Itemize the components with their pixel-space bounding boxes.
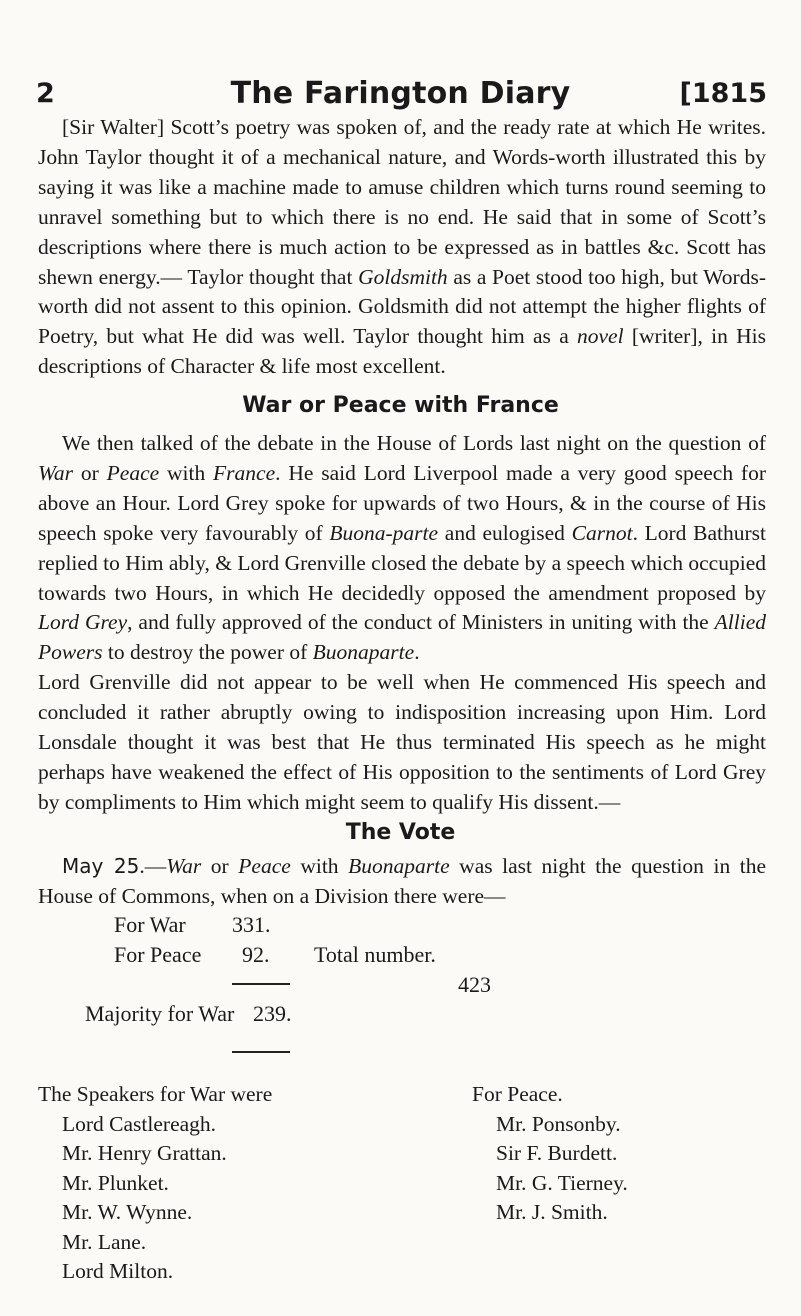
list-item: Mr. Henry Grattan. — [62, 1141, 227, 1165]
vote-total-label: Total number. — [314, 942, 436, 967]
majority-rule — [232, 1051, 290, 1053]
list-item: Mr. Ponsonby. — [496, 1111, 621, 1136]
vote-for-war-label: For War — [114, 912, 186, 937]
year-mark: [1815 — [679, 78, 767, 109]
list-item: Mr. J. Smith. — [496, 1200, 608, 1224]
list-item: Lord Milton. — [62, 1259, 174, 1283]
list-item: Lord Castlereagh. — [62, 1111, 217, 1136]
date-label: May 25 — [62, 854, 140, 878]
list-item: Sir F. Burdett. — [496, 1141, 618, 1165]
vote-total-value: 423 — [458, 972, 491, 997]
sum-rule — [232, 983, 290, 985]
running-title: The Farington Diary — [230, 76, 571, 111]
speakers-war-heading: The Speakers for War were — [38, 1082, 273, 1106]
paragraph-may-25: May 25.—War or Peace with Buonaparte was last night the question in the House of Commons, when on a Division there were— — [38, 854, 766, 908]
list-item: Mr. W. Wynne. — [62, 1200, 193, 1224]
page-number: 2 — [36, 78, 55, 109]
paragraph-lords-debate: We then talked of the debate in the House of Lords last night on the question of War or Peace with France. He said Lord Liverpool made a very good speech for above an Hour. Lord Grey spoke for upwards of two Hours, & in the course of His speech spoke very favourably of Buona-parte and eulogised Carnot. Lord Bathurst replied to Him ably, & Lord Grenville closed the debate by a speech which occupied towards two Hours, in which He decidedly opposed the amendment proposed by Lord Grey, and fully approved of the conduct of Ministers in uniting with the Allied Powers to destroy the power of Buonaparte. — [38, 431, 766, 665]
section-heading-vote: The Vote — [345, 820, 456, 845]
paragraph-scott-poetry: [Sir Walter] Scott’s poetry was spoken of, and the ready rate at which He writes. John Taylor thought it of a mechanical nature, and Words-worth illustrated this by saying it was like a machine made to amuse children which turns round seeming to unravel something but to which there is no end. He said that in some of Scott’s descriptions where there is much action to be expressed as in battles &c. Scott has shewn energy.— Taylor thought that Goldsmith as a Poet stood too high, but Words-worth did not assent to this opinion. Goldsmith did not attempt the higher flights of Poetry, but what He did was well. Taylor thought him as a novel [writer], in His descriptions of Character & life most excellent. — [38, 115, 767, 379]
list-item: Mr. Lane. — [62, 1229, 147, 1254]
speakers-peace-column — [472, 1080, 628, 1228]
speakers-war-column — [38, 1080, 272, 1287]
vote-for-peace-value: 92. — [242, 942, 270, 967]
vote-for-war-value: 331. — [232, 912, 271, 937]
paragraph-grenville: Lord Grenville did not appear to be well when He commenced His speech and concluded it rather abruptly owing to indisposition increasing upon Him. Lord Lonsdale thought it was best that He thus terminated His speech as he might perhaps have weakened the effect of His opposition to the sentiments of Lord Grey by compliments to Him which might seem to qualify His dissent.— — [38, 670, 766, 814]
vote-majority-label: Majority for War — [85, 1001, 235, 1026]
list-item: Mr. Plunket. — [62, 1170, 169, 1195]
vote-for-peace-label: For Peace — [114, 942, 202, 967]
speakers-peace-heading: For Peace. — [472, 1082, 563, 1106]
list-item: Mr. G. Tierney. — [496, 1170, 628, 1195]
vote-majority-value: 239. — [253, 1001, 292, 1026]
section-heading-war-or-peace: War or Peace with France — [242, 393, 559, 418]
